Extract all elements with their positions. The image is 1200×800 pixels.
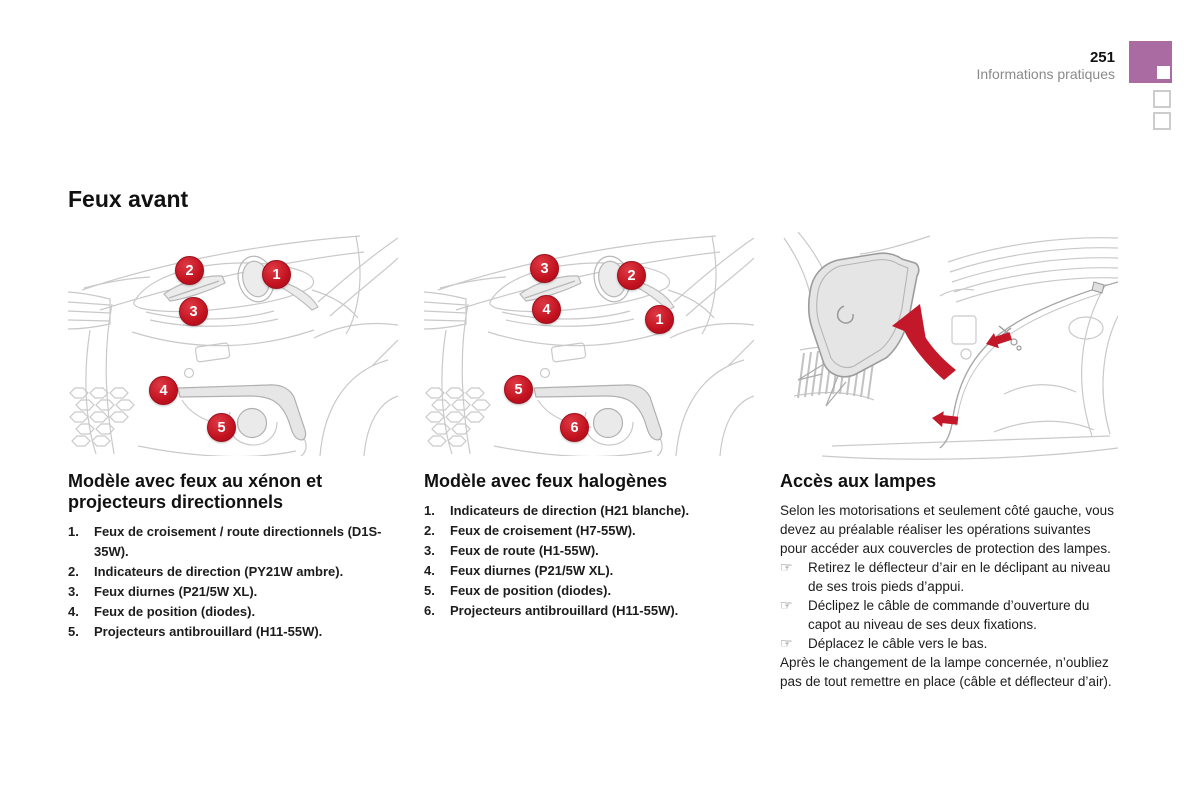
column-heading: Modèle avec feux au xénon et projecteurs directionnels: [68, 471, 323, 512]
xenon-lamp-list: [68, 522, 398, 642]
lamp-list-item: 4. Feux de position (diodes).: [68, 604, 256, 619]
page-title: Feux avant: [68, 186, 189, 212]
lamp-list-item: 3. Feux de route (H1-55W).: [424, 543, 599, 558]
section-title: Informations pratiques: [976, 66, 1115, 82]
page-header: [976, 50, 1115, 83]
tab-marker-square: [1157, 66, 1170, 79]
callout-badge: 3: [530, 254, 559, 283]
access-intro: Selon les motorisations et seulement côté gauche, vous devez au préalable réaliser les opérations suivantes pour accéder aux couvercles de protection des lampes.: [780, 503, 1114, 556]
column-heading: Modèle avec feux halogènes: [424, 471, 668, 491]
column-xenon: [68, 232, 398, 642]
engine-bay-diagram: [780, 232, 1118, 462]
instruction-bullet: [780, 596, 1118, 634]
pointing-hand-icon: ☞: [780, 559, 793, 575]
callout-badge: 5: [504, 375, 533, 404]
callout-badge: 1: [262, 260, 291, 289]
grille-mesh: [70, 388, 134, 446]
callout-badge: 1: [645, 305, 674, 334]
callout-badge: 3: [179, 297, 208, 326]
callout-badge: 2: [175, 256, 204, 285]
instruction-text: Déplacez le câble vers le bas.: [808, 636, 988, 651]
lamp-list-item: 5. Projecteurs antibrouillard (H11-55W).: [68, 624, 323, 639]
instruction-bullet: [780, 634, 1118, 653]
halogen-lamp-list: [424, 501, 754, 621]
instruction-text: Retirez le déflecteur d’air en le déclipant au niveau de ses trois pieds d’appui.: [808, 560, 1111, 594]
air-deflector-panel: [798, 253, 919, 406]
grille-mesh: [426, 388, 490, 446]
section-tab-strip: [1129, 41, 1172, 130]
lamp-list-item: 6. Projecteurs antibrouillard (H11-55W).: [424, 603, 679, 618]
section-tab-active: [1129, 41, 1172, 83]
lamp-list-item: 5. Feux de position (diodes).: [424, 583, 612, 598]
callout-badge: 6: [560, 413, 589, 442]
lamp-list-item: 2. Indicateurs de direction (PY21W ambre).: [68, 564, 344, 579]
lamp-list-item: 2. Feux de croisement (H7-55W).: [424, 523, 636, 538]
callout-badge: 4: [149, 376, 178, 405]
column-heading: Accès aux lampes: [780, 471, 937, 491]
access-outro: Après le changement de la lampe concernée, n’oubliez pas de tout remettre en place (câble et déflecteur d’air).: [780, 655, 1112, 689]
callout-badge: 5: [207, 413, 236, 442]
pointing-hand-icon: ☞: [780, 597, 793, 613]
instruction-text: Déclipez le câble de commande d’ouverture du capot au niveau de ses deux fixations.: [808, 598, 1090, 632]
section-tab-blank: [1153, 90, 1171, 108]
figure-engine-bay-deflector: [780, 232, 1118, 456]
lamp-list-item: 1. Indicateurs de direction (H21 blanche).: [424, 503, 690, 518]
lamp-list-item: 1. Feux de croisement / route directionnels (D1S-35W).: [68, 524, 382, 559]
instruction-bullet: [780, 558, 1118, 596]
lamp-list-item: 4. Feux diurnes (P21/5W XL).: [424, 563, 614, 578]
callout-badge: 2: [617, 261, 646, 290]
callout-badge: 4: [532, 295, 561, 324]
figure-front-lights-halogen: [424, 232, 754, 456]
page-number: 251: [1089, 49, 1115, 66]
column-access: [780, 232, 1118, 691]
figure-front-lights-xenon: [68, 232, 398, 456]
lamp-list-item: 3. Feux diurnes (P21/5W XL).: [68, 584, 258, 599]
column-halogen: [424, 232, 754, 621]
section-tab-blank: [1153, 112, 1171, 130]
pointing-hand-icon: ☞: [780, 635, 793, 651]
front-view-car-diagram: [424, 232, 754, 456]
